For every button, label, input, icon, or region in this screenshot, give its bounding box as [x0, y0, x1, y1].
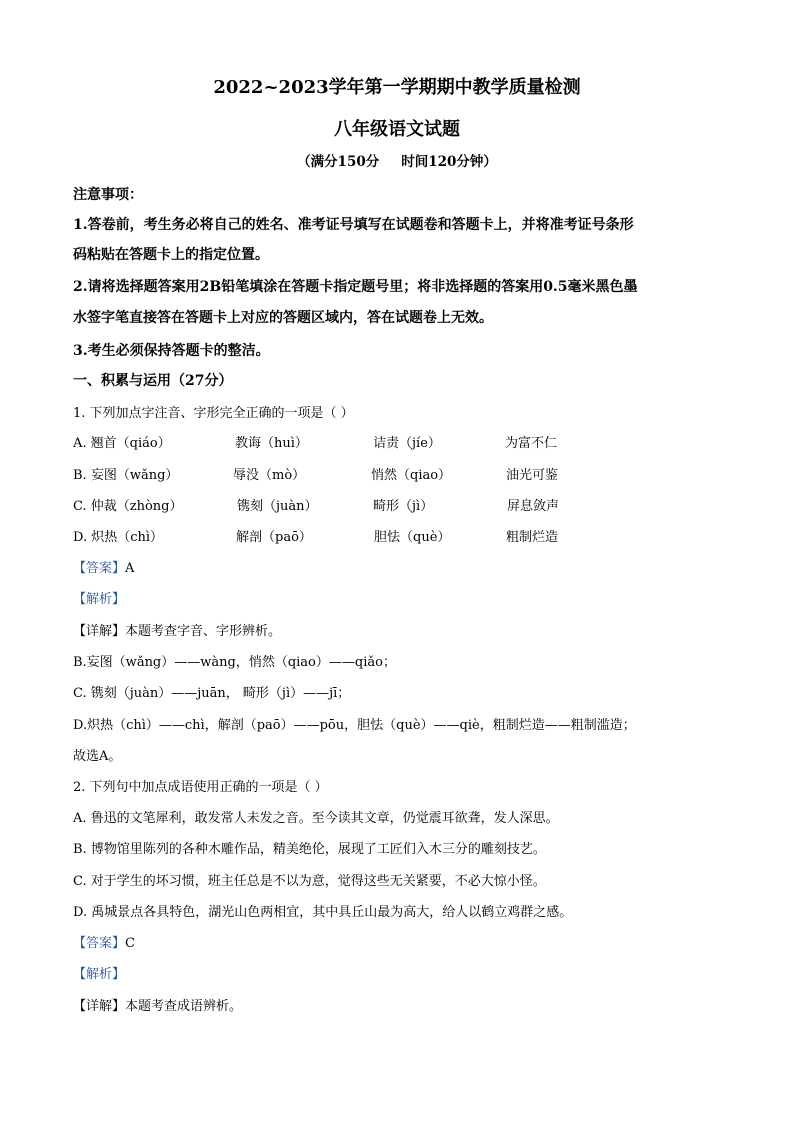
- q2-option-b: B. 博物馆里陈列的各种木雕作品，精美绝伦，展现了工匠们入木三分的雕刻技艺。: [73, 842, 546, 857]
- answer-tag: 【答案】: [73, 561, 126, 576]
- question-2-stem: 2. 下列句中加点成语使用正确的一项是（ ）: [73, 780, 328, 795]
- q1-detail-line-2: C. 镌刻（juàn）——juān， 畸形（jì）——jī；: [73, 686, 351, 701]
- answer-value: C: [125, 936, 135, 951]
- q2-option-d: D. 禹城景点各具特色，湖光山色两相宜，其中具丘山最为高大，给人以鹤立鸡群之感。: [73, 905, 573, 920]
- exam-time: 时间120分钟）: [401, 154, 497, 170]
- q1-option-c: C. 仲裁（zhòng）: [73, 499, 183, 514]
- q1-option-c-word-3: 畸形（jì）: [373, 499, 434, 514]
- q1-option-d-word-4: 粗制烂造: [506, 530, 559, 545]
- q1-option-c-word-2: 镌刻（juàn）: [237, 499, 318, 514]
- question-1-stem: 1. 下列加点字注音、字形完全正确的一项是（ ）: [73, 406, 354, 421]
- analysis-tag: 【解析】: [73, 967, 126, 982]
- answer-tag: 【答案】: [73, 936, 126, 951]
- note-1-line-2: 码粘贴在答题卡上的指定位置。: [73, 247, 269, 263]
- analysis-tag: 【解析】: [73, 592, 126, 607]
- q1-detail-line-1: B.妄图（wǎng）——wàng，悄然（qiao）——qiǎo；: [73, 655, 396, 670]
- note-2-line-2: 水签字笔直接答在答题卡上对应的答题区域内，答在试题卷上无效。: [73, 310, 493, 326]
- q1-option-a: A. 翘首（qiáo）: [73, 436, 171, 451]
- exam-subtitle: 八年级语文试题: [334, 119, 460, 140]
- q1-analysis-tag: [73, 588, 125, 607]
- q2-option-a: A. 鲁迅的文笔犀利，敢发常人未发之音。至今读其文章，仍觉震耳欲聋，发人深思。: [73, 811, 559, 826]
- q2-answer: [73, 932, 135, 951]
- q1-option-b-word-2: 辱没（mò）: [233, 468, 306, 483]
- q1-option-b-word-4: 油光可鉴: [506, 468, 559, 483]
- note-3: 3.考生必须保持答题卡的整洁。: [73, 343, 270, 359]
- detail-text: 本题考查字音、字形辨析。: [125, 624, 282, 639]
- notes-heading: 注意事项：: [73, 187, 143, 203]
- q1-answer: [73, 557, 134, 576]
- q1-option-b-word-3: 悄然（qiao）: [371, 468, 452, 483]
- detail-text: 本题考查成语辨析。: [125, 999, 243, 1014]
- q2-analysis-tag: [73, 963, 125, 982]
- q1-option-a-word-2: 教诲（huì）: [235, 436, 308, 451]
- q1-option-d: D. 炽热（chì）: [73, 530, 164, 545]
- detail-tag: 【详解】: [73, 999, 126, 1014]
- q1-option-b: B. 妄图（wǎng）: [73, 468, 179, 483]
- q1-option-d-word-3: 胆怯（què）: [374, 530, 451, 545]
- q1-option-c-word-4: 屏息敛声: [507, 499, 560, 514]
- section-heading: 一、积累与运用（27分）: [73, 373, 233, 389]
- answer-value: A: [125, 561, 135, 576]
- q1-option-d-word-2: 解剖（paō）: [236, 530, 312, 545]
- q1-conclusion: 故选A。: [73, 749, 122, 764]
- full-score: （满分150分: [297, 154, 380, 170]
- note-1-line-1: 1.答卷前，考生务必将自己的姓名、准考证号填写在试题卷和答题卡上，并将准考证号条形: [73, 217, 634, 233]
- note-2-line-1: 2.请将选择题答案用2B铅笔填涂在答题卡指定题号里；将非选择题的答案用0.5毫米黑色墨: [73, 279, 638, 295]
- q2-detail: [73, 995, 242, 1014]
- q1-detail: [73, 620, 281, 639]
- exam-title: 2022~2023学年第一学期期中教学质量检测: [213, 77, 581, 98]
- q1-detail-line-3: D.炽热（chì）——chì，解剖（paō）——pōu，胆怯（què）——qiè，粗制烂造——粗制滥造；: [73, 718, 636, 733]
- detail-tag: 【详解】: [73, 624, 126, 639]
- exam-info: [0, 150, 794, 170]
- q1-option-a-word-4: 为富不仁: [505, 436, 558, 451]
- q1-option-a-word-3: 诘责（jíe）: [373, 436, 441, 451]
- q2-option-c: C. 对于学生的坏习惯，班主任总是不以为意，觉得这些无关紧要，不必大惊小怪。: [73, 874, 546, 889]
